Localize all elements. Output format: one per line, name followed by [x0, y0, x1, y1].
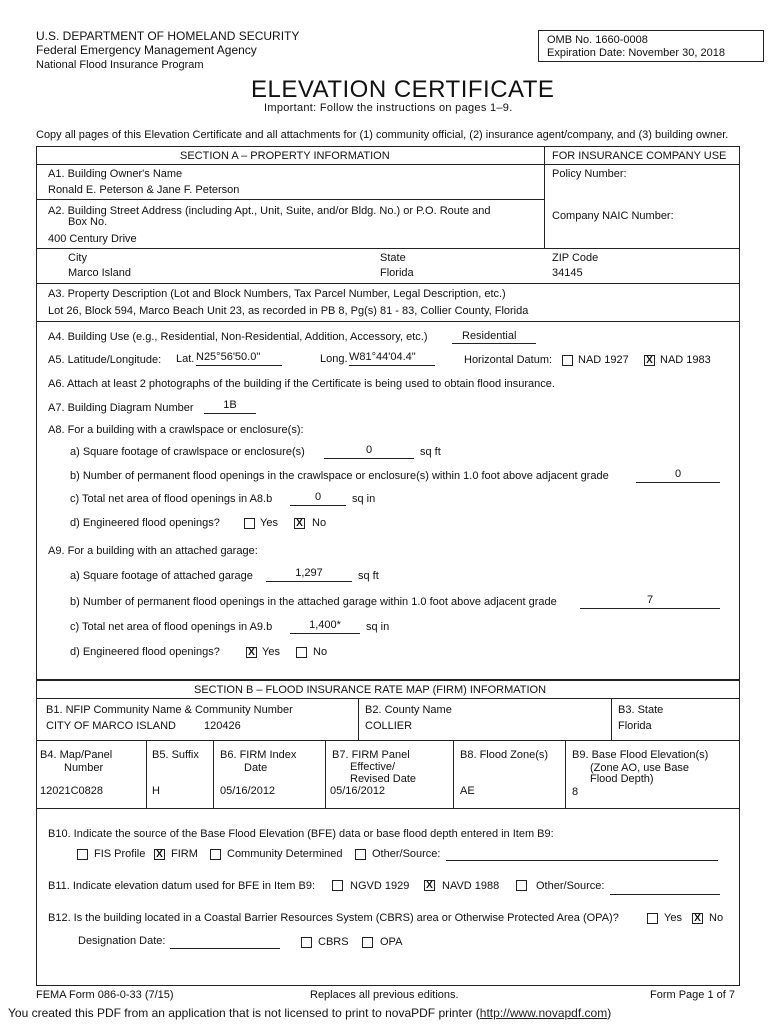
lat-value[interactable]: N25°56'50.0": [196, 351, 282, 366]
b6-label: B6. FIRM Index: [220, 749, 297, 761]
datum-label: Horizontal Datum:: [464, 354, 553, 366]
b12-yes-checkbox[interactable]: [647, 913, 658, 924]
a3-label: A3. Property Description (Lot and Block Numbers, Tax Parcel Number, Legal Description, etc.): [48, 288, 506, 300]
b4-label: B4. Map/Panel: [40, 749, 113, 761]
insurance-use-title: FOR INSURANCE COMPANY USE: [552, 150, 727, 162]
zip-value[interactable]: 34145: [552, 267, 583, 279]
firm-checkbox[interactable]: X: [154, 849, 165, 860]
navd1988-checkbox[interactable]: X: [424, 880, 435, 891]
lat-label: Lat.: [176, 353, 195, 365]
community-determined-label: Community Determined: [227, 848, 343, 860]
nad1927-checkbox[interactable]: [562, 355, 573, 366]
opa-label: OPA: [380, 936, 403, 948]
firm-label: FIRM: [171, 848, 198, 860]
a9d-yes-checkbox[interactable]: X: [246, 647, 257, 658]
city-label: City: [68, 252, 87, 264]
a8c-label: c) Total net area of flood openings in A8.b: [70, 493, 273, 505]
b1-community-name[interactable]: CITY OF MARCO ISLAND: [46, 720, 176, 732]
a9c-unit: sq in: [366, 621, 390, 633]
long-label: Long.: [320, 353, 348, 365]
a8c-value[interactable]: 0: [290, 491, 346, 506]
b7-label-cont2: Revised Date: [350, 773, 417, 785]
naic-label: Company NAIC Number:: [552, 210, 674, 222]
a2-label: A2. Building Street Address (including Apt., Unit, Suite, and/or Bldg. No.) or P.O. Route and: [48, 205, 491, 217]
zip-label: ZIP Code: [552, 252, 599, 264]
designation-date-label: Designation Date:: [78, 935, 166, 947]
novapdf-close: ): [607, 1006, 612, 1020]
a4-value[interactable]: Residential: [452, 330, 536, 344]
b4-value[interactable]: 12021C0828: [40, 785, 104, 797]
a8d-yes-label: Yes: [260, 517, 278, 529]
b11-other-field[interactable]: [610, 880, 720, 895]
page-subtitle: Important: Follow the instructions on pages 1–9.: [264, 102, 513, 114]
b3-label: B3. State: [618, 704, 664, 716]
ngvd1929-checkbox[interactable]: [332, 880, 343, 891]
copy-note: Copy all pages of this Elevation Certificate and all attachments for (1) community official, (2) insurance agent/company, and (3) building owner.: [36, 129, 729, 141]
b8-value[interactable]: AE: [460, 785, 475, 797]
long-value[interactable]: W81°44'04.4": [349, 351, 435, 366]
b4-label-cont: Number: [64, 762, 104, 774]
a8a-label: a) Square footage of crawlspace or enclosure(s): [70, 446, 305, 458]
b7-label: B7. FIRM Panel: [332, 749, 410, 761]
a8-label: A8. For a building with a crawlspace or enclosure(s):: [48, 424, 304, 436]
a1-label: A1. Building Owner's Name: [48, 168, 183, 180]
nad1983-label: NAD 1983: [660, 354, 711, 366]
b12-no-checkbox[interactable]: X: [692, 913, 703, 924]
expiration-date: Expiration Date: November 30, 2018: [547, 47, 725, 59]
a8b-label: b) Number of permanent flood openings in the crawlspace or enclosure(s) within 1.0 foot above adjacent grade: [70, 470, 609, 482]
a9-label: A9. For a building with an attached garage:: [48, 545, 258, 557]
b1-community-number[interactable]: 120426: [204, 720, 241, 732]
cbrs-checkbox[interactable]: [301, 937, 312, 948]
novapdf-notice: [8, 1006, 611, 1020]
replaces-note: Replaces all previous editions.: [310, 989, 459, 1001]
b5-value[interactable]: H: [152, 785, 160, 797]
a8d-yes-checkbox[interactable]: [244, 518, 255, 529]
a9d-no-checkbox[interactable]: [296, 647, 307, 658]
other-source-label: Other/Source:: [372, 848, 441, 860]
b6-value[interactable]: 05/16/2012: [220, 785, 276, 797]
novapdf-text: You created this PDF from an application that is not licensed to print to novaPDF printer (: [8, 1006, 480, 1020]
b11-other-checkbox[interactable]: [516, 880, 527, 891]
policy-number-label: Policy Number:: [552, 168, 627, 180]
a9a-value[interactable]: 1,297: [266, 567, 352, 582]
b10-other-source-field[interactable]: [446, 846, 718, 861]
b1-label: B1. NFIP Community Name & Community Number: [46, 704, 293, 716]
b9-label-cont: (Zone AO, use Base: [590, 762, 690, 774]
b9-label: B9. Base Flood Elevation(s): [572, 749, 709, 761]
b2-label: B2. County Name: [365, 704, 452, 716]
opa-checkbox[interactable]: [362, 937, 373, 948]
state-value[interactable]: Florida: [380, 267, 414, 279]
form-number: FEMA Form 086-0-33 (7/15): [36, 989, 174, 1001]
b8-label: B8. Flood Zone(s): [460, 749, 549, 761]
b12-yes-label: Yes: [664, 912, 682, 924]
ngvd1929-label: NGVD 1929: [350, 880, 410, 892]
a8b-value[interactable]: 0: [636, 468, 720, 483]
fis-profile-label: FIS Profile: [94, 848, 146, 860]
b6-label-cont: Date: [244, 762, 268, 774]
a9a-label: a) Square footage of attached garage: [70, 570, 253, 582]
a8a-value[interactable]: 0: [324, 444, 414, 459]
b11-other-label: Other/Source:: [536, 880, 605, 892]
a9d-no-label: No: [313, 646, 328, 658]
a9b-value[interactable]: 7: [580, 594, 720, 609]
a8d-label: d) Engineered flood openings?: [70, 517, 220, 529]
nad1983-checkbox[interactable]: X: [644, 355, 655, 366]
b11-label: B11. Indicate elevation datum used for BFE in Item B9:: [48, 880, 315, 892]
page-title: ELEVATION CERTIFICATE: [251, 76, 555, 103]
b9-label-cont2: Flood Depth): [590, 773, 654, 785]
nad1927-label: NAD 1927: [578, 354, 629, 366]
page-number: Form Page 1 of 7: [650, 989, 735, 1001]
a8d-no-label: No: [312, 517, 327, 529]
novapdf-link[interactable]: http://www.novapdf.com: [479, 1006, 608, 1020]
b2-value[interactable]: COLLIER: [365, 720, 413, 732]
fis-profile-checkbox[interactable]: [77, 849, 88, 860]
b7-label-cont: Effective/: [350, 761, 396, 773]
section-b-title: SECTION B – FLOOD INSURANCE RATE MAP (FIRM) INFORMATION: [194, 684, 547, 696]
section-a-title: SECTION A – PROPERTY INFORMATION: [180, 150, 390, 162]
a9d-label: d) Engineered flood openings?: [70, 646, 220, 658]
a4-label: A4. Building Use (e.g., Residential, Non-Residential, Addition, Accessory, etc.): [48, 331, 428, 343]
navd1988-label: NAVD 1988: [442, 880, 500, 892]
a8c-unit: sq in: [352, 493, 376, 505]
a6-label: A6. Attach at least 2 photographs of the building if the Certificate is being used to obtain flood insurance.: [48, 378, 555, 390]
b9-value[interactable]: 8: [572, 786, 579, 798]
b12-no-label: No: [709, 912, 724, 924]
a8d-no-checkbox[interactable]: X: [294, 518, 305, 529]
a7-label: A7. Building Diagram Number: [48, 402, 194, 414]
a5-label: A5. Latitude/Longitude:: [48, 354, 162, 366]
a9c-label: c) Total net area of flood openings in A9.b: [70, 621, 273, 633]
omb-number: OMB No. 1660-0008: [547, 34, 648, 46]
program-name: National Flood Insurance Program: [36, 59, 204, 71]
a9d-yes-label: Yes: [262, 646, 280, 658]
omb-box: [538, 30, 764, 62]
b3-value[interactable]: Florida: [618, 720, 652, 732]
cbrs-label: CBRS: [318, 936, 349, 948]
other-source-checkbox[interactable]: [355, 849, 366, 860]
b12-label: B12. Is the building located in a Coastal Barrier Resources System (CBRS) area or Otherwise Protected Area (OPA)?: [48, 912, 619, 924]
a1-value[interactable]: Ronald E. Peterson & Jane F. Peterson: [48, 184, 240, 196]
a2-value[interactable]: 400 Century Drive: [48, 233, 137, 245]
a9a-unit: sq ft: [358, 570, 379, 582]
a9b-label: b) Number of permanent flood openings in the attached garage within 1.0 foot above adjacent grade: [70, 596, 557, 608]
state-label: State: [380, 252, 406, 264]
a3-value[interactable]: Lot 26, Block 594, Marco Beach Unit 23, as recorded in PB 8, Pg(s) 81 - 83, Collier County, Florida: [48, 305, 529, 317]
community-determined-checkbox[interactable]: [210, 849, 221, 860]
a9c-value[interactable]: 1,400*: [290, 619, 360, 634]
b10-label: B10. Indicate the source of the Base Flood Elevation (BFE) data or base flood depth entered in Item B9:: [48, 828, 554, 840]
b7-value[interactable]: 05/16/2012: [330, 785, 386, 797]
b5-label: B5. Suffix: [152, 749, 199, 761]
city-value[interactable]: Marco Island: [68, 267, 131, 279]
a8a-unit: sq ft: [420, 446, 441, 458]
designation-date-field[interactable]: [170, 934, 280, 949]
agency-name: Federal Emergency Management Agency: [36, 43, 257, 57]
a2-label-cont: Box No.: [68, 216, 108, 228]
dept-name: U.S. DEPARTMENT OF HOMELAND SECURITY: [36, 29, 300, 43]
a7-value[interactable]: 1B: [204, 399, 256, 414]
